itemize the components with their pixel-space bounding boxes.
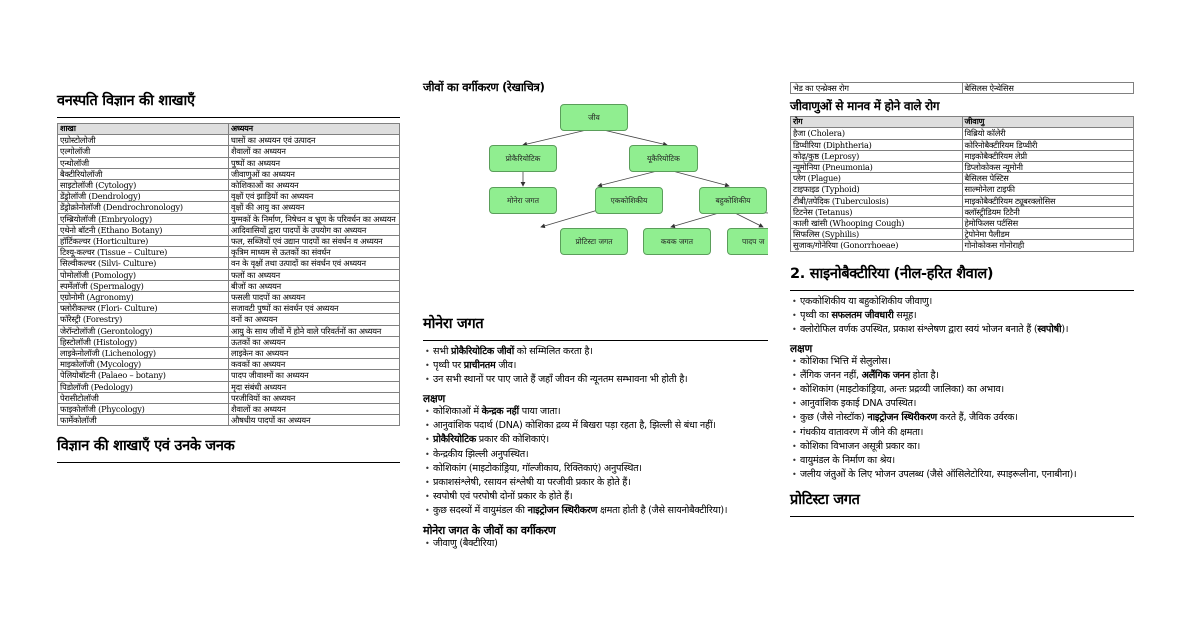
cell-description: वन के वृक्षों तथा उत्पादों का संवर्धन एवं अध्ययन: [229, 258, 400, 269]
cell-description: पुष्पों का अध्ययन: [229, 157, 400, 168]
cell-description: साल्मोनेला टाइफी: [962, 184, 1134, 195]
cell-description: बीजों का अध्ययन: [229, 280, 400, 291]
cell-description: फलों का अध्ययन: [229, 269, 400, 280]
list-item-text: लैंगिक जनन नहीं,: [800, 369, 862, 381]
table-header-row: [58, 124, 400, 135]
diagram-node-organism: जीव: [560, 104, 628, 131]
list-item-text: एककोशिकीय या बहुकोशिकीय जीवाणु।: [800, 295, 932, 307]
cell-name: टिश्यू-कल्चर (Tissue – Culture): [58, 247, 229, 258]
section-title-botany-branches: वनस्पति विज्ञान की शाखाएँ: [57, 92, 400, 118]
cell-description: परजीवियों का अध्ययन: [229, 392, 400, 403]
list-item-text: प्रकाशसंश्लेषी, रसायन संश्लेषी या परजीवी प्रकार के होते हैं।: [433, 476, 631, 488]
diagram-node-protista: प्रोटिस्टा जगत: [560, 228, 628, 255]
cell-description: शैवालों का अध्ययन: [229, 404, 400, 415]
cell-name: स्पर्मेलॉजी (Spermalogy): [58, 280, 229, 291]
cell-description: मृदा संबंधी अध्ययन: [229, 381, 400, 392]
cell-description: कवकों का अध्ययन: [229, 359, 400, 370]
cell-description: कोशिकाओं का अध्ययन: [229, 180, 400, 191]
table-row: [791, 173, 1134, 184]
list-item: [423, 463, 768, 475]
emphasis-text: प्राचीनतम: [463, 360, 496, 372]
cell-description: माइकोबैक्टीरियम ट्यूबरक्लोसिस: [962, 195, 1134, 206]
section-title-bacterial-diseases: जीवाणुओं से मानव में होने वाले रोग: [790, 99, 940, 114]
cell-name: प्लेग (Plague): [791, 173, 963, 184]
cell-description: पादप जीवाश्मों का अध्ययन: [229, 370, 400, 381]
cyanobacteria-points-list: [790, 296, 1134, 336]
cell-description: क्लॉस्ट्रीडियम टिटैनी: [962, 206, 1134, 217]
botany-branches-table: [57, 123, 400, 426]
cell-name: हिस्टोलॉजी (Histology): [58, 336, 229, 347]
list-item-text: कोशिका विभाजन असूत्री प्रकार का।: [800, 440, 920, 452]
list-item: [423, 477, 768, 489]
list-item: [423, 538, 768, 550]
list-item-text: स्वपोषी एवं परपोषी दोनों प्रकार के होते हैं।: [433, 491, 573, 503]
list-item: [423, 374, 768, 386]
cell-description: सजावटी पुष्पों का संवर्धन एवं अध्ययन: [229, 303, 400, 314]
list-item: [790, 455, 1134, 467]
list-item-text: पृथ्वी पर: [433, 360, 464, 372]
table-row: [791, 184, 1134, 195]
column-classification: [423, 0, 768, 552]
column-header-bacteria: जीवाणु: [962, 117, 1134, 128]
monera-points-list: [423, 346, 768, 386]
table-row: [791, 128, 1134, 139]
cell-description: युग्मकों के निर्माण, निषेचन व भ्रूण के परिवर्धन का अध्ययन: [229, 213, 400, 224]
list-item-text: केन्द्रकीय झिल्ली अनुपस्थित।: [433, 448, 529, 460]
cell-description: फसली पादपों का अध्ययन: [229, 292, 400, 303]
list-item: [790, 370, 1134, 382]
table-row: [58, 381, 400, 392]
list-item-text: वायुमंडल के निर्माण का श्रेय।: [800, 454, 895, 466]
bacterial-diseases-table: [790, 116, 1134, 251]
cell-name: डिप्थीरिया (Diphtheria): [791, 139, 963, 150]
table-row: [58, 314, 400, 325]
cell-name: टीबी/तपेदिक (Tuberculosis): [791, 195, 963, 206]
cell-disease: भेड का एन्थ्रेक्स रोग: [791, 83, 963, 94]
table-row: [58, 157, 400, 168]
list-item-text: उन सभी स्थानों पर पाए जाते हैं जहाँ जीवन की न्यूनतम सम्भावना भी होती है।: [433, 374, 688, 386]
cell-name: पिडोलॉजी (Pedology): [58, 381, 229, 392]
diagram-node-prokaryotic: प्रोकैरियोटिक: [489, 145, 557, 172]
list-item: [790, 310, 1134, 322]
cell-name: न्यूमोनिया (Pneumonia): [791, 162, 963, 173]
table-row: [58, 236, 400, 247]
table-row: [58, 180, 400, 191]
list-item-text: समूह।: [893, 309, 917, 321]
list-item: [790, 324, 1134, 336]
cell-name: डेंड्रोलॉजी (Dendrology): [58, 191, 229, 202]
table-row: [58, 191, 400, 202]
list-item: [790, 469, 1134, 481]
cell-description: शैवालों का अध्ययन: [229, 146, 400, 157]
column-header-study: अध्ययन: [229, 124, 400, 135]
diagram-node-multicellular: बहुकोशिकीय: [699, 187, 767, 214]
cell-description: वृक्षों एवं झाड़ियों का अध्ययन: [229, 191, 400, 202]
cell-name: काली खांसी (Whooping Cough): [791, 218, 963, 229]
monera-classification-list: [423, 538, 768, 550]
diagram-node-eukaryotic: यूकैरियोटिक: [629, 145, 698, 172]
cell-name: सिल्वीकल्चर (Silvi- Culture): [58, 258, 229, 269]
list-item: [423, 360, 768, 372]
table-row: [58, 303, 400, 314]
list-item-text: कुछ सदस्यों में वायुमंडल की: [433, 505, 528, 517]
cell-name: फार्मेकोलॉजी: [58, 415, 229, 426]
table-row: [58, 224, 400, 235]
list-item: [790, 398, 1134, 410]
list-item-text: कोशिकाओं में: [433, 405, 482, 417]
table-row: [58, 359, 400, 370]
cell-description: फल, सब्जियों एवं उद्यान पादपों का संवर्धन व अध्ययन: [229, 236, 400, 247]
table-header-row: [791, 117, 1134, 128]
cell-description: डिप्लोकोकस न्यूमोनी: [962, 162, 1134, 173]
list-item-text: पृथ्वी का: [800, 309, 832, 321]
cell-name: जेरॉन्टोलॉजी (Gerontology): [58, 325, 229, 336]
diagram-node-unicellular: एककोशिकीय: [595, 187, 663, 214]
features-label: लक्षण: [423, 392, 446, 405]
cell-description: वृक्षों की आयु का अध्ययन: [229, 202, 400, 213]
list-item-text: कोशिकांग (माइटोकांड्रिया, अन्तः प्रद्रव्यी जालिका) का अभाव।: [800, 383, 1004, 395]
cell-name: पेलियोबॉटनी (Palaeo – botany): [58, 370, 229, 381]
emphasis-text: नाइट्रोजन स्थिरीकरण: [527, 505, 598, 517]
cell-description: घासों का अध्ययन एवं उत्पादन: [229, 135, 400, 146]
table-row: [791, 195, 1134, 206]
cell-description: कोरिनोबैक्टीरियम डिप्थीरी: [962, 139, 1134, 150]
cell-description: बैसिलस पेस्टिस: [962, 173, 1134, 184]
cell-name: माइकोलॉजी (Mycology): [58, 359, 229, 370]
cell-name: एल्गोलॉजी: [58, 146, 229, 157]
list-item: [790, 412, 1134, 424]
list-item-text: कोशिकांग (माइटोकांड्रिया, गॉल्जीकाय, रिक्तिकाएं) अनुपस्थित।: [433, 462, 642, 474]
table-row: [58, 348, 400, 359]
list-item: [790, 441, 1134, 453]
table-row: [58, 202, 400, 213]
list-item-text: गंधकीय वातावरण में जीने की क्षमता।: [800, 426, 924, 438]
section-title-monera-classification: मोनेरा जगत के जीवों का वर्गीकरण: [423, 523, 556, 537]
cell-name: एम्ब्रियोलॉजी (Embryology): [58, 213, 229, 224]
list-item-text: को सम्मिलित करता है।: [514, 346, 593, 357]
table-row: [58, 325, 400, 336]
table-row: [58, 258, 400, 269]
table-row: [58, 415, 400, 426]
cell-description: आयु के साथ जीवों में होने वाले परिवर्तनों का अध्ययन: [229, 325, 400, 336]
list-item: [423, 491, 768, 503]
cell-bacteria: बेसिलस ऐन्थेसिस: [962, 83, 1134, 94]
section-title-science-branches-fathers: विज्ञान की शाखाएँ एवं उनके जनक: [57, 437, 400, 463]
cell-name: हैजा (Cholera): [791, 128, 963, 139]
list-item-text: कुछ (जैसे नोस्टॉक): [800, 412, 868, 424]
cell-name: डेंड्रोक्रोनोलॉजी (Dendrochronology): [58, 202, 229, 213]
cell-description: आदिवासियों द्वारा पादपों के उपयोग का अध्ययन: [229, 224, 400, 235]
table-row: [791, 162, 1134, 173]
table-row: [791, 206, 1134, 217]
cell-name: कोढ़/कुष्ठ (Leprosy): [791, 150, 963, 161]
list-item: [790, 296, 1134, 308]
table-row: [58, 392, 400, 403]
cell-description: जीवाणुओं का अध्ययन: [229, 168, 400, 179]
table-row: [58, 336, 400, 347]
list-item: [423, 406, 768, 418]
emphasis-text: नाइट्रोजन स्थिरीकरण: [867, 412, 937, 424]
emphasis-text: केन्द्रक नहीं: [481, 405, 519, 417]
cell-name: एथेनो बॉटनी (Ethano Botany): [58, 224, 229, 235]
section-title-monera: मोनेरा जगत: [423, 315, 768, 341]
cell-name: लाइकेनोलॉजी (Lichenology): [58, 348, 229, 359]
table-row: [58, 146, 400, 157]
cell-name: सुजाक/गोनेरिया (Gonorrhoeae): [791, 240, 963, 251]
list-item: [423, 420, 768, 432]
table-row: [58, 269, 400, 280]
column-botany-branches: [57, 0, 400, 468]
list-item: [423, 505, 768, 517]
list-item-text: आनुवांशिक पदार्थ (DNA) कोशिका द्रव्य में बिखरा पड़ा रहता है, झिल्ली से बंधा नहीं।: [433, 420, 716, 432]
cell-name: फाइकोलॉजी (Phycology): [58, 404, 229, 415]
emphasis-text: सफलतम जीवधारी: [831, 309, 894, 321]
cell-description: लाइकेन का अध्ययन: [229, 348, 400, 359]
cell-description: माइकोबैक्टीरियम लेप्री: [962, 150, 1134, 161]
diagram-node-plantae: पादप ज: [727, 228, 768, 255]
list-item-text: जलीय जंतुओं के लिए भोजन उपलब्ध (जैसे ऑसिलेटोरिया, स्पाइरूलीना, एनाबीना)।: [800, 469, 1077, 481]
list-item-text: पाया जाता।: [518, 405, 561, 417]
cell-description: गोनोकोकस गोनोराही: [962, 240, 1134, 251]
list-item-text: होता है।: [909, 369, 939, 381]
table-row: [58, 168, 400, 179]
cell-name: साइटोलॉजी (Cytology): [58, 180, 229, 191]
cell-name: एग्रोनोमी (Agronomy): [58, 292, 229, 303]
list-item: [790, 427, 1134, 439]
emphasis-text: स्वपोषी: [1037, 324, 1062, 336]
list-item-text: क्षमता होती है (जैसे सायनोबैक्टीरिया)।: [597, 505, 728, 517]
column-header-disease: रोग: [791, 117, 963, 128]
list-item-text: कोशिका भित्ति में सेलुलोस।: [800, 355, 891, 367]
table-row: [58, 280, 400, 291]
cell-description: ऊतकों का अध्ययन: [229, 336, 400, 347]
cell-name: पोमोलॉजी (Pomology): [58, 269, 229, 280]
list-item-text: जीव।: [495, 360, 517, 372]
table-row: [58, 404, 400, 415]
column-bacteria-diseases: [790, 0, 1134, 522]
emphasis-text: प्रोकैरियोटिक जीवों: [451, 346, 514, 357]
table-row: [791, 83, 1134, 94]
diagram-node-fungi: कवक जगत: [643, 228, 711, 255]
cell-name: बैक्टीरियोलॉजी: [58, 168, 229, 179]
monera-features-list: [423, 406, 768, 517]
table-row: [791, 240, 1134, 251]
table-row: [791, 229, 1134, 240]
table-row: [58, 247, 400, 258]
section-title-cyanobacteria: 2. साइनोबैक्टीरिया (नील-हरित शैवाल): [790, 265, 1134, 291]
cell-name: फ्लोरीकल्चर (Flori- Culture): [58, 303, 229, 314]
list-item: [790, 384, 1134, 396]
cell-description: औषधीय पादपों का अध्ययन: [229, 415, 400, 426]
cell-name: टिटनेस (Tetanus): [791, 206, 963, 217]
cell-name: हॉर्टिकल्चर (Horticulture): [58, 236, 229, 247]
list-item-text: क्लोरोफिल वर्णक उपस्थित, प्रकाश संश्लेषण द्वारा स्वयं भोजन बनाते हैं (: [800, 324, 1038, 336]
cell-description: कृत्रिम माध्यम से ऊतकों का संवर्धन: [229, 247, 400, 258]
cell-name: फॉरेस्ट्री (Forestry): [58, 314, 229, 325]
emphasis-text: प्रोकैरियोटिक: [433, 434, 476, 446]
list-item-text: )।: [1061, 324, 1069, 336]
cell-description: वनों का अध्ययन: [229, 314, 400, 325]
list-item: [790, 356, 1134, 368]
list-item-text: आनुवांशिक इकाई DNA उपस्थित।: [800, 398, 917, 410]
table-row: [58, 370, 400, 381]
list-item: [423, 346, 768, 358]
diagram-title: जीवों का वर्गीकरण (रेखाचित्र): [423, 80, 545, 94]
list-item-text: जीवाणु (बैक्टीरिया): [433, 537, 498, 549]
list-item-text: करते हैं, जैविक उर्वरक।: [936, 412, 1018, 424]
cell-name: टाइफाइड (Typhoid): [791, 184, 963, 195]
table-row: [58, 292, 400, 303]
cell-description: विब्रियो कॉलेरी: [962, 128, 1134, 139]
cell-description: हेमोफिलस पर्टसिस: [962, 218, 1134, 229]
table-row: [791, 150, 1134, 161]
cell-name: पेरासीटोलॉजी: [58, 392, 229, 403]
list-item: [423, 434, 768, 446]
table-row: [791, 218, 1134, 229]
table-row: [58, 213, 400, 224]
table-row: [58, 135, 400, 146]
diagram-node-monera: मोनेरा जगत: [489, 187, 557, 214]
anthrax-table-row: [790, 82, 1134, 94]
emphasis-text: अलैंगिक जनन: [861, 369, 910, 381]
cell-name: एन्थोलॉजी: [58, 157, 229, 168]
cell-name: एग्रोस्टोलोजी: [58, 135, 229, 146]
table-row: [791, 139, 1134, 150]
list-item: [423, 449, 768, 461]
column-header-branch: शाखा: [58, 124, 229, 135]
cyanobacteria-features-list: [790, 356, 1134, 481]
features-label: लक्षण: [790, 342, 813, 355]
section-title-protista: प्रोटिस्टा जगत: [790, 491, 1134, 517]
cell-description: ट्रेपोनेमा पैलीडम: [962, 229, 1134, 240]
list-item-text: प्रकार की कोशिकाएं।: [475, 434, 549, 446]
list-item-text: सभी: [433, 346, 452, 357]
cell-name: सिफलिस (Syphilis): [791, 229, 963, 240]
classification-diagram: [423, 99, 768, 264]
